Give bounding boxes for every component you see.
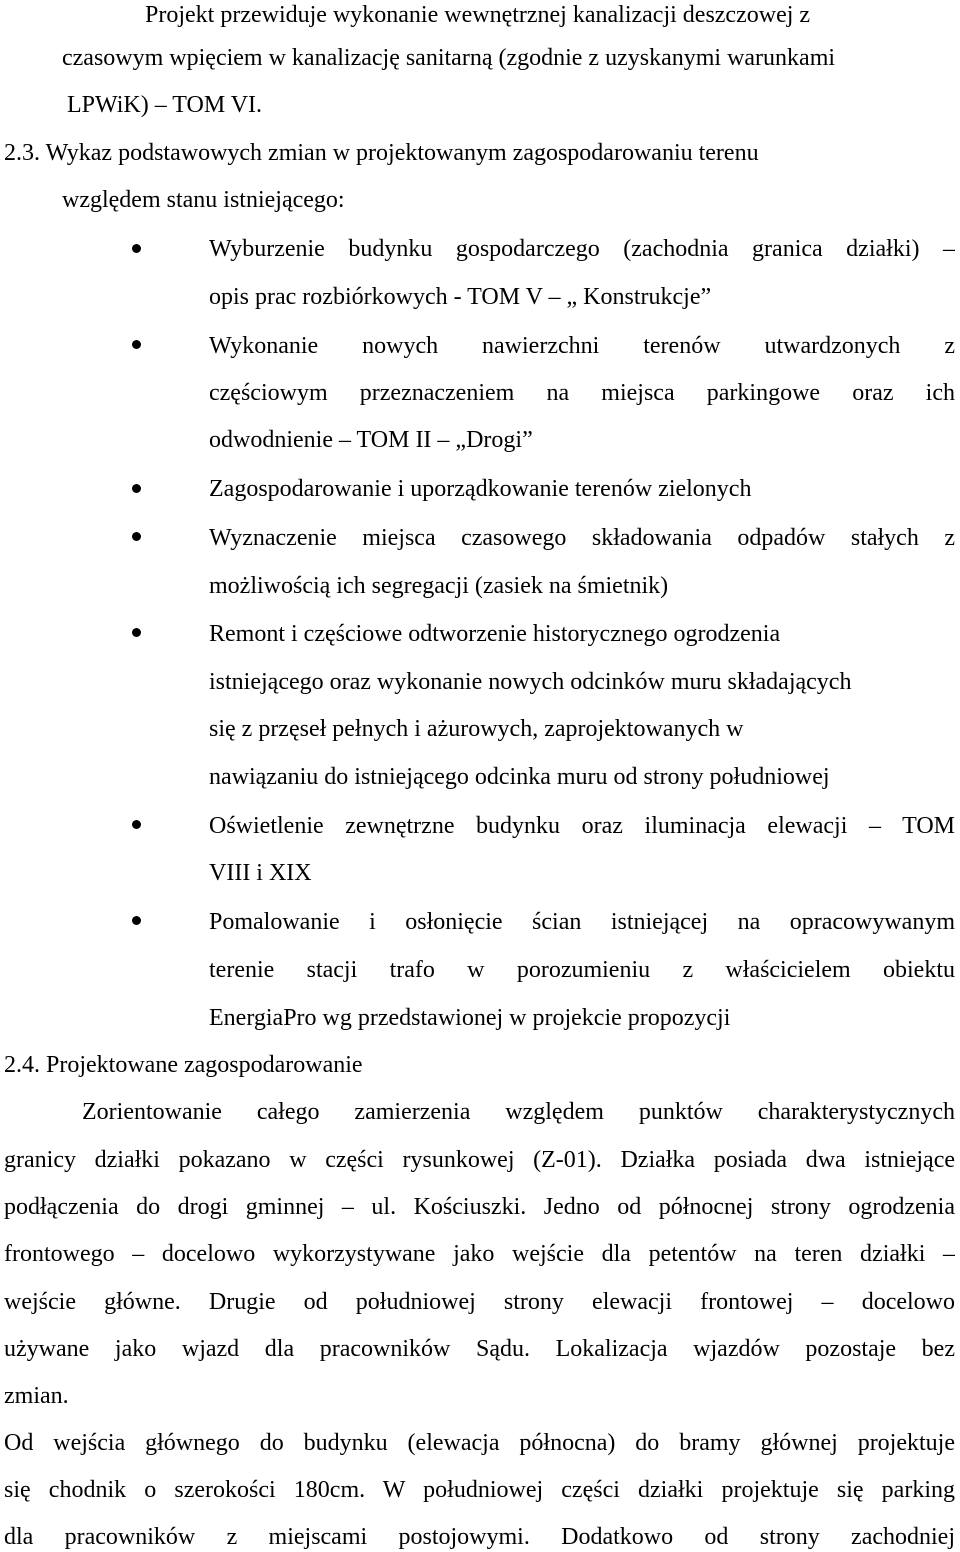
bullet-7-line-2: terenie stacji trafo w porozumieniu z właścicielem obiektu	[209, 957, 955, 983]
bullet-dot	[132, 532, 141, 541]
bullet-dot	[132, 628, 141, 637]
bullet-5-line-1: Remont i częściowe odtworzenie historycznego ogrodzenia	[209, 621, 781, 647]
paragraph-1-line-5: wejście główne. Drugie od południowej strony elewacji frontowej – docelowo	[4, 1289, 955, 1315]
bullet-6-line-2: VIII i XIX	[209, 860, 312, 886]
bullet-5-line-4: nawiązaniu do istniejącego odcinka muru od strony południowej	[209, 764, 830, 790]
bullet-7-line-3: EnergiaPro wg przedstawionej w projekcie propozycji	[209, 1005, 731, 1031]
bullet-2-line-2: częściowym przeznaczeniem na miejsca parkingowe oraz ich	[209, 380, 955, 406]
intro-line-1: Projekt przewiduje wykonanie wewnętrznej kanalizacji deszczowej z	[145, 2, 811, 28]
bullet-dot	[132, 484, 141, 493]
section-2-3-heading-cont: względem stanu istniejącego:	[62, 187, 345, 213]
bullet-5-line-2: istniejącego oraz wykonanie nowych odcinków muru składających	[209, 669, 852, 695]
bullet-dot	[132, 340, 141, 349]
bullet-4-line-2: możliwością ich segregacji (zasiek na śmietnik)	[209, 573, 669, 599]
bullet-1-line-2: opis prac rozbiórkowych - TOM V – „ Konstrukcje”	[209, 284, 712, 310]
section-2-3-heading: 2.3. Wykaz podstawowych zmian w projektowanym zagospodarowaniu terenu	[4, 140, 759, 166]
paragraph-1-line-7: zmian.	[4, 1383, 69, 1409]
intro-line-3: LPWiK) – TOM VI.	[67, 92, 263, 118]
bullet-3-line-1: Zagospodarowanie i uporządkowanie terenów zielonych	[209, 476, 752, 502]
paragraph-1-line-3: podłączenia do drogi gminnej – ul. Kościuszki. Jedno od północnej strony ogrodzenia	[4, 1194, 955, 1220]
paragraph-2-line-2: się chodnik o szerokości 180cm. W południowej części działki projektuje się parking	[4, 1477, 955, 1503]
bullet-1-line-1: Wyburzenie budynku gospodarczego (zachodnia granica działki) –	[209, 236, 955, 262]
paragraph-1-line-4: frontowego – docelowo wykorzystywane jako wejście dla petentów na teren działki –	[4, 1241, 955, 1267]
bullet-2-line-3: odwodnienie – TOM II – „Drogi”	[209, 427, 533, 453]
intro-line-2: czasowym wpięciem w kanalizację sanitarną (zgodnie z uzyskanymi warunkami	[62, 45, 836, 71]
paragraph-1-line-1: Zorientowanie całego zamierzenia względem punktów charakterystycznych	[82, 1099, 955, 1125]
paragraph-2-line-1: Od wejścia głównego do budynku (elewacja północna) do bramy głównej projektuje	[4, 1430, 955, 1456]
bullet-7-line-1: Pomalowanie i osłonięcie ścian istniejącej na opracowywanym	[209, 909, 955, 935]
bullet-dot	[132, 244, 141, 253]
paragraph-1-line-2: granicy działki pokazano w części rysunkowej (Z-01). Działka posiada dwa istniejące	[4, 1147, 955, 1173]
bullet-dot	[132, 916, 141, 925]
section-2-4-heading: 2.4. Projektowane zagospodarowanie	[4, 1052, 363, 1078]
bullet-5-line-3: się z przęseł pełnych i ażurowych, zaprojektowanych w	[209, 716, 744, 742]
bullet-dot	[132, 820, 141, 829]
paragraph-2-line-3: dla pracowników z miejscami postojowymi. Dodatkowo od strony zachodniej	[4, 1524, 955, 1550]
bullet-2-line-1: Wykonanie nowych nawierzchni terenów utwardzonych z	[209, 333, 955, 359]
bullet-6-line-1: Oświetlenie zewnętrzne budynku oraz iluminacja elewacji – TOM	[209, 813, 955, 839]
paragraph-1-line-6: używane jako wjazd dla pracowników Sądu. Lokalizacja wjazdów pozostaje bez	[4, 1336, 955, 1362]
bullet-4-line-1: Wyznaczenie miejsca czasowego składowania odpadów stałych z	[209, 525, 955, 551]
